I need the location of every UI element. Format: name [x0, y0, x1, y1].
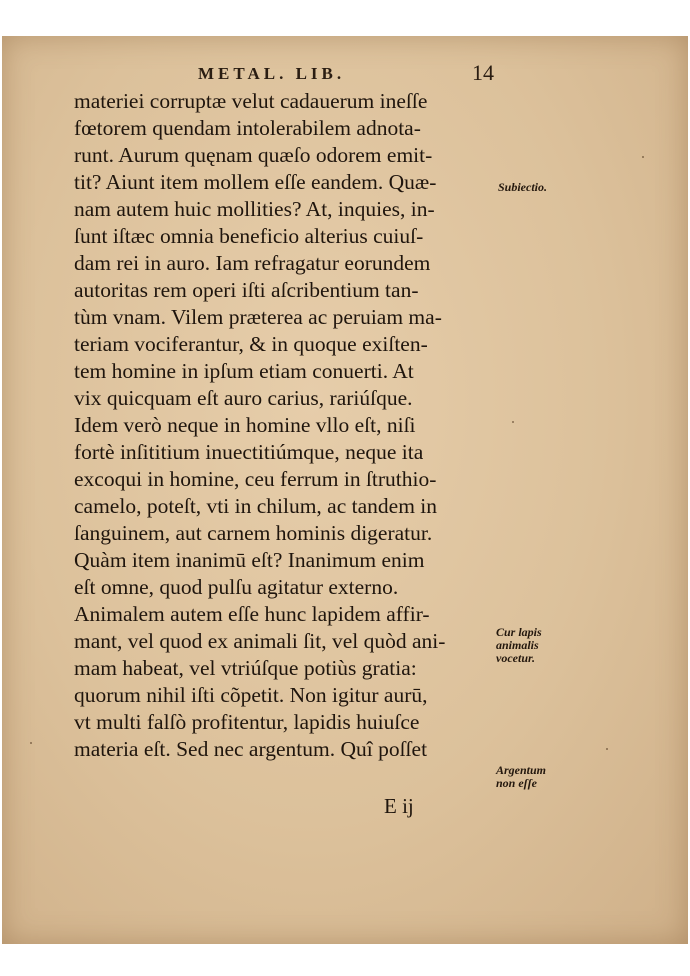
marginal-line: Argentum: [496, 763, 547, 777]
marginal-note-cur-lapis: [496, 626, 542, 665]
text-line: mam habeat, vel vtriúſque potiùs gratia:: [74, 656, 417, 680]
text-line: fœtorem quendam intolerabilem adnota-: [74, 116, 421, 140]
text-line: ſunt iſtæc omnia beneficio alterius cuiuſ-: [74, 224, 424, 248]
marginal-line: non eſſe: [496, 776, 537, 790]
marginal-line: Subiectio.: [498, 180, 548, 194]
text-line: tùm vnam. Vilem præterea ac peruiam ma-: [74, 305, 442, 329]
paper-speck: [30, 742, 32, 744]
text-line: dam rei in auro. Iam refragatur eorundem: [74, 251, 431, 275]
text-line: ſanguinem, aut carnem hominis digeratur.: [74, 521, 433, 545]
body-text: [74, 88, 498, 763]
text-line: teriam vociferantur, & in quoque exiſten-: [74, 332, 428, 356]
marginal-note-subiectio: [498, 181, 547, 194]
signature-mark: E ij: [384, 794, 414, 818]
book-page: [2, 36, 688, 944]
text-line: camelo, poteſt, vti in chilum, ac tandem in: [74, 494, 438, 518]
text-line: tem homine in ipſum etiam conuerti. At: [74, 359, 414, 383]
text-line: autoritas rem operi iſti aſcribentium tan-: [74, 278, 419, 302]
text-line: mant, vel quod ex animali ſit, vel quòd ani-: [74, 629, 446, 653]
paper-speck: [512, 421, 514, 423]
text-line: runt. Aurum quęnam quæſo odorem emit-: [74, 143, 433, 167]
text-line: nam autem huic mollities? At, inquies, in-: [74, 197, 435, 221]
text-line: materia eſt. Sed nec argentum. Quî poſſet: [74, 737, 428, 761]
text-line: eſt omne, quod pulſu agitatur externo.: [74, 575, 399, 599]
text-line: tit? Aiunt item mollem eſſe eandem. Quæ-: [74, 170, 437, 194]
text-line: fortè inſititium inuectitiúmque, neque ita: [74, 440, 424, 464]
text-line: vix quicquam eſt auro carius, rariúſque.: [74, 386, 413, 410]
paper-speck: [642, 156, 644, 158]
marginal-line: Cur lapis: [496, 625, 542, 639]
text-line: Idem verò neque in homine vllo eſt, niſi: [74, 413, 416, 437]
marginal-line: vocetur.: [496, 651, 535, 665]
text-line: vt multi falſò profitentur, lapidis huiuſce: [74, 710, 420, 734]
marginal-note-argentum: [496, 764, 546, 790]
marginal-line: animalis: [496, 638, 539, 652]
text-line: quorum nihil iſti cõpetit. Non igitur aurū,: [74, 683, 428, 707]
text-line: excoqui in homine, ceu ferrum in ſtruthio-: [74, 467, 437, 491]
running-title: METAL. LIB.: [198, 64, 346, 83]
text-line: Animalem autem eſſe hunc lapidem affir-: [74, 602, 430, 626]
paper-speck: [606, 748, 608, 750]
page-number: 14: [472, 60, 494, 85]
text-line: materiei corruptæ velut cadauerum ineſſe: [74, 89, 428, 113]
text-line: Quàm item inanimū eſt? Inanimum enim: [74, 548, 425, 572]
